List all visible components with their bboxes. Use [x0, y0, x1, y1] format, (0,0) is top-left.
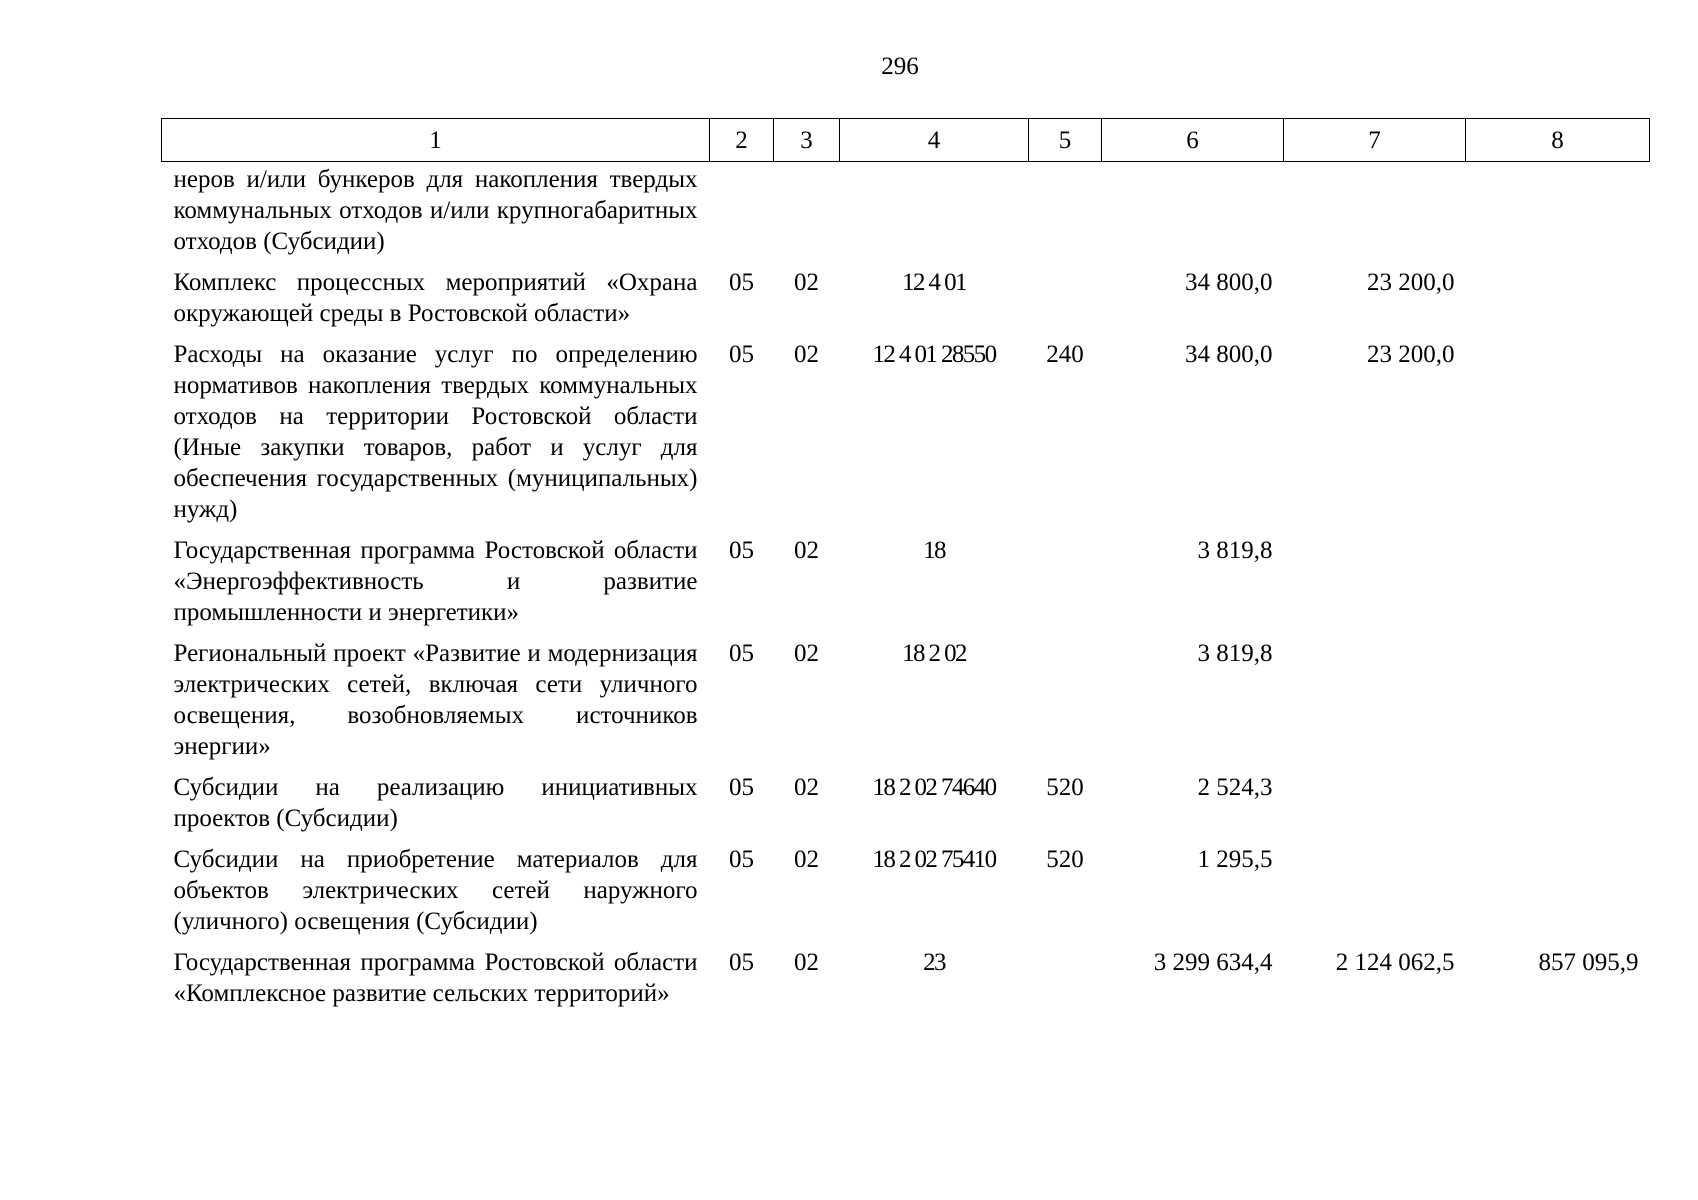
table-row — [162, 772, 1650, 844]
row-pr: 02 — [794, 949, 819, 976]
row-name: Расходы на оказание услуг по определению нормативов накопления твердых коммунальных отходов на территории Ростовской области (Иные закупки товаров, работ и услуг для обеспечения государственных (муниципальных) нужд) — [173, 341, 698, 523]
row-year2: 23 200,0 — [1367, 269, 1455, 296]
table-row — [162, 535, 1650, 638]
header-col-5: 5 — [1029, 119, 1102, 162]
header-col-6: 6 — [1102, 119, 1284, 162]
header-col-4: 4 — [840, 119, 1029, 162]
header-col-2: 2 — [710, 119, 774, 162]
row-year3 — [1466, 844, 1650, 947]
row-year1: 1 295,5 — [1197, 846, 1273, 873]
table-row — [162, 162, 1650, 268]
row-year1 — [1102, 162, 1284, 268]
header-col-7: 7 — [1284, 119, 1466, 162]
row-rz: 05 — [729, 341, 754, 368]
row-year1: 3 819,8 — [1197, 640, 1273, 667]
table-row — [162, 638, 1650, 772]
row-year3 — [1466, 339, 1650, 535]
row-year3 — [1466, 162, 1650, 268]
table-row — [162, 947, 1650, 1019]
table-row — [162, 267, 1650, 339]
row-csr: 18 — [923, 537, 945, 564]
row-year2 — [1284, 535, 1466, 638]
row-year2: 2 124 062,5 — [1335, 949, 1455, 976]
row-name: Государственная программа Ростовской области «Комплексное развитие сельских территорий» — [173, 949, 698, 1007]
row-csr: 18 2 02 74640 — [872, 774, 996, 801]
row-name: Государственная программа Ростовской области «Энергоэффективность и развитие промышленности и энергетики» — [173, 537, 698, 626]
row-pr: 02 — [794, 774, 819, 801]
row-year3 — [1466, 638, 1650, 772]
row-year2 — [1284, 772, 1466, 844]
budget-table — [161, 118, 1650, 1019]
row-year1: 3 299 634,4 — [1153, 949, 1273, 976]
row-year2: 23 200,0 — [1367, 341, 1455, 368]
row-name: Комплекс процессных мероприятий «Охрана окружающей среды в Ростовской области» — [173, 269, 698, 327]
row-vr: 520 — [1046, 846, 1084, 873]
row-year1: 34 800,0 — [1185, 269, 1273, 296]
page-number: 296 — [881, 53, 919, 80]
header-col-8: 8 — [1466, 119, 1650, 162]
header-row — [162, 119, 1650, 162]
row-pr — [774, 162, 840, 268]
row-vr — [1029, 535, 1102, 638]
row-rz: 05 — [729, 269, 754, 296]
row-csr — [840, 162, 1029, 268]
row-year3 — [1466, 535, 1650, 638]
row-rz: 05 — [729, 640, 754, 667]
row-year1: 3 819,8 — [1197, 537, 1273, 564]
row-vr — [1029, 267, 1102, 339]
row-pr: 02 — [794, 269, 819, 296]
row-year1: 34 800,0 — [1185, 341, 1273, 368]
row-year2 — [1284, 844, 1466, 947]
row-rz: 05 — [729, 846, 754, 873]
row-pr: 02 — [794, 846, 819, 873]
row-name: Субсидии на реализацию инициативных проектов (Субсидии) — [173, 774, 698, 832]
row-csr: 18 2 02 75410 — [872, 846, 996, 873]
row-vr — [1029, 947, 1102, 1019]
header-col-3: 3 — [774, 119, 840, 162]
row-name: Субсидии на приобретение материалов для объектов электрических сетей наружного (уличного) освещения (Субсидии) — [173, 846, 698, 935]
row-csr: 18 2 02 — [902, 640, 966, 667]
row-year3 — [1466, 772, 1650, 844]
row-pr: 02 — [794, 537, 819, 564]
row-rz: 05 — [729, 774, 754, 801]
row-vr — [1029, 162, 1102, 268]
row-name: неров и/или бункеров для накопления твердых коммунальных отходов и/или крупногабаритных отходов (Субсидии) — [173, 166, 698, 255]
row-csr: 23 — [923, 949, 945, 976]
header-col-1: 1 — [162, 119, 710, 162]
row-pr: 02 — [794, 640, 819, 667]
row-year3: 857 095,9 — [1538, 949, 1639, 976]
row-rz: 05 — [729, 537, 754, 564]
row-vr: 520 — [1046, 774, 1084, 801]
row-rz: 05 — [729, 949, 754, 976]
row-csr: 12 4 01 — [902, 269, 966, 296]
row-name: Региональный проект «Развитие и модернизация электрических сетей, включая сети уличного освещения, возобновляемых источников энергии» — [173, 640, 698, 760]
row-year1: 2 524,3 — [1197, 774, 1273, 801]
row-year3 — [1466, 267, 1650, 339]
row-year2 — [1284, 162, 1466, 268]
row-csr: 12 4 01 28550 — [872, 341, 996, 368]
table-row — [162, 339, 1650, 535]
row-pr: 02 — [794, 341, 819, 368]
row-vr: 240 — [1046, 341, 1084, 368]
row-year2 — [1284, 638, 1466, 772]
table-row — [162, 844, 1650, 947]
row-vr — [1029, 638, 1102, 772]
row-rz — [710, 162, 774, 268]
